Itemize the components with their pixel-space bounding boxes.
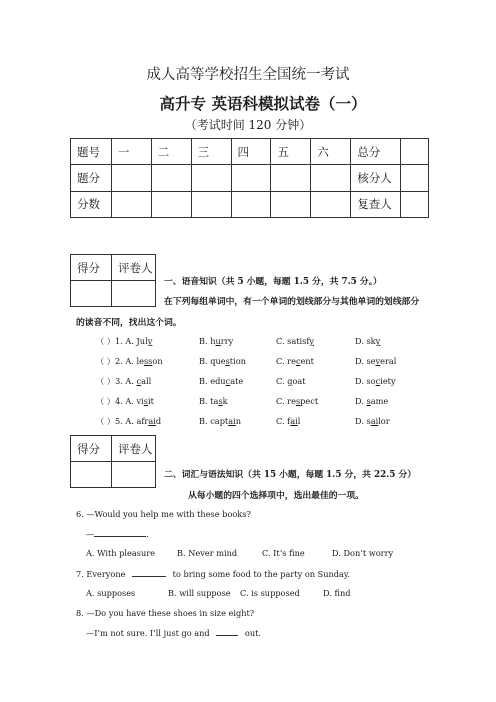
option-text: tion <box>229 356 246 366</box>
score-table-row <box>71 191 429 217</box>
question-number: （ ）5. A. <box>96 416 137 426</box>
option-text: it <box>147 396 154 406</box>
section1-instruction-cont: 的读音不同，找出这个词。 <box>76 318 182 328</box>
option-a <box>96 376 151 387</box>
option-text: ate <box>230 376 244 386</box>
underlined-letters: y <box>375 336 381 346</box>
option-text: eral <box>380 356 397 366</box>
table-cell <box>231 191 271 217</box>
table-cell <box>151 191 191 217</box>
underlined-letters: ai <box>290 416 298 426</box>
grader-label: 评卷人 <box>112 436 156 462</box>
score-table-row <box>71 139 429 165</box>
score-table <box>70 138 429 218</box>
question-number: （ ）3. A. <box>96 376 137 386</box>
option-text: rry <box>220 336 234 346</box>
table-cell <box>231 165 271 191</box>
table-cell <box>311 165 351 191</box>
underlined-letters: ai <box>228 416 236 426</box>
option-text: k <box>222 396 228 406</box>
option-text: B. edu <box>199 376 226 386</box>
question-8-reply <box>86 628 261 638</box>
underlined-letters: c <box>295 356 301 366</box>
section2-instruction: 从每小题的四个选择项中，选出最佳的一项。 <box>188 491 364 501</box>
option-a <box>96 416 161 427</box>
option-text: ent <box>300 356 314 366</box>
question-number: （ ）4. A. <box>96 396 137 406</box>
table-cell: 三 <box>191 139 231 165</box>
option-d <box>355 416 390 426</box>
option-text: C. <box>276 376 288 386</box>
table-cell <box>111 191 151 217</box>
option-text: le <box>136 356 144 366</box>
grader-label: 评卷人 <box>112 255 156 281</box>
table-cell: 四 <box>231 139 271 165</box>
table-cell: 一 <box>111 139 151 165</box>
option-text: C. satisf <box>276 336 310 346</box>
q6-option-a: A. With pleasure <box>86 548 155 558</box>
option-text: C. re <box>276 356 296 366</box>
table-cell <box>271 165 311 191</box>
table-cell: 总分 <box>351 139 401 165</box>
option-text: vi <box>136 396 144 406</box>
q7-option-b: B. will suppose <box>168 588 231 598</box>
section1-instruction: 在下列每组单词中，有一个单词的划线部分与其他单词的划线部分 <box>164 297 420 307</box>
option-text: C. f <box>276 416 291 426</box>
table-cell: 六 <box>311 139 351 165</box>
option-c <box>276 356 314 366</box>
option-text: D. sk <box>355 336 376 346</box>
option-text: l <box>297 416 301 426</box>
option-a <box>96 336 152 347</box>
exam-org-title: 成人高等学校招生全国统一考试 <box>146 67 350 83</box>
q6-option-b: B. Never mind <box>177 548 238 558</box>
table-cell <box>191 165 231 191</box>
q7-option-d: D. find <box>323 588 351 598</box>
question-8-post: out. <box>244 628 262 638</box>
section2-grader-box <box>70 435 156 488</box>
section1-title: 一、语音知识（共 5 小题，每题 1.5 分，共 7.5 分。） <box>164 277 382 287</box>
underlined-letters: c <box>225 376 231 386</box>
option-text: B. que <box>199 356 226 366</box>
underlined-letters: s <box>295 396 301 406</box>
option-text: D. se <box>355 356 376 366</box>
option-text: on <box>152 356 163 366</box>
option-text: n <box>235 416 242 426</box>
score-cell <box>71 462 112 488</box>
question-7-pre: 7. Everyone <box>76 569 126 579</box>
option-text: oat <box>292 376 306 386</box>
underlined-letters: v <box>375 356 381 366</box>
exam-duration: （考试时间 120 分钟） <box>184 118 312 132</box>
table-cell <box>191 191 231 217</box>
question-6: 6. —Would you help me with these books? <box>76 509 251 519</box>
option-text: C. re <box>276 396 296 406</box>
q7-option-c: C. is supposed <box>240 588 300 598</box>
score-label: 得分 <box>71 255 112 281</box>
option-d <box>355 336 380 346</box>
table-cell <box>401 139 429 165</box>
option-text: afr <box>136 416 149 426</box>
q7-option-a: A. supposes <box>86 588 136 598</box>
grader-cell <box>112 281 156 307</box>
section1-grader-box <box>70 254 156 307</box>
answer-blank <box>94 536 146 537</box>
underlined-letters: ai <box>370 416 379 426</box>
table-cell <box>151 165 191 191</box>
option-text: D. s <box>355 416 371 426</box>
score-cell <box>71 281 112 307</box>
option-a <box>96 356 163 367</box>
table-cell: 复查人 <box>351 191 401 217</box>
exam-paper-title: 高升专 英语科模拟试卷（一） <box>159 94 367 113</box>
underlined-letters: ss <box>143 356 153 366</box>
q6-option-c: C. It’s fine <box>262 548 305 558</box>
option-b <box>199 416 241 426</box>
grader-cell <box>112 462 156 488</box>
option-text: B. h <box>199 336 216 346</box>
period-text: . <box>146 529 149 539</box>
option-b <box>199 376 243 386</box>
option-c <box>276 336 314 346</box>
dash-text: — <box>86 529 95 539</box>
option-c <box>276 416 300 426</box>
answer-blank <box>132 576 166 577</box>
option-text: B. capt <box>199 416 229 426</box>
option-text: lor <box>378 416 390 426</box>
underlined-letters: y <box>309 336 315 346</box>
table-cell: 分数 <box>71 191 112 217</box>
section2-title: 二、词汇与语法知识（共 15 小题，每题 1.5 分，共 22.5 分） <box>164 470 417 480</box>
option-d <box>355 356 396 366</box>
option-text: D. <box>355 396 367 406</box>
option-c <box>276 376 306 386</box>
underlined-letters: c <box>375 376 381 386</box>
option-text: Jul <box>136 336 148 346</box>
question-number: （ ）1. A. <box>96 336 137 346</box>
question-8-pre: —I’m not sure. I’ll just go and <box>86 628 210 638</box>
underlined-letters: u <box>215 336 221 346</box>
option-b <box>199 336 233 346</box>
underlined-letters: s <box>225 356 230 366</box>
underlined-letters: g <box>287 376 293 386</box>
option-c <box>276 396 318 406</box>
table-cell <box>401 191 429 217</box>
score-label: 得分 <box>71 436 112 462</box>
option-text: all <box>141 376 152 386</box>
underlined-letters: c <box>136 376 142 386</box>
question-6-reply <box>86 529 149 539</box>
table-cell: 二 <box>151 139 191 165</box>
option-b <box>199 396 228 406</box>
question-7 <box>76 569 350 579</box>
option-b <box>199 356 246 366</box>
underlined-letters: ai <box>148 416 156 426</box>
underlined-letters: s <box>143 396 148 406</box>
option-text: ame <box>370 396 389 406</box>
option-text: B. ta <box>199 396 219 406</box>
option-text: iety <box>380 376 396 386</box>
question-8: 8. —Do you have these shoes in size eight? <box>76 608 255 618</box>
underlined-letters: s <box>366 396 371 406</box>
table-cell: 题分 <box>71 165 112 191</box>
option-text: D. so <box>355 376 376 386</box>
question-7-post: to bring some food to the party on Sunday. <box>172 569 351 579</box>
table-cell: 五 <box>271 139 311 165</box>
underlined-letters: s <box>218 396 223 406</box>
option-text: d <box>155 416 162 426</box>
option-a <box>96 396 154 407</box>
option-text: pect <box>300 396 319 406</box>
question-number: （ ）2. A. <box>96 356 137 366</box>
table-cell: 题号 <box>71 139 112 165</box>
score-table-row <box>71 165 429 191</box>
option-d <box>355 396 388 406</box>
underlined-letters: y <box>147 336 153 346</box>
table-cell <box>311 191 351 217</box>
table-cell <box>111 165 151 191</box>
table-cell <box>271 191 311 217</box>
q6-option-d: D. Don’t worry <box>332 548 394 558</box>
option-d <box>355 376 396 386</box>
answer-blank <box>216 635 238 636</box>
table-cell: 核分人 <box>351 165 401 191</box>
table-cell <box>401 165 429 191</box>
